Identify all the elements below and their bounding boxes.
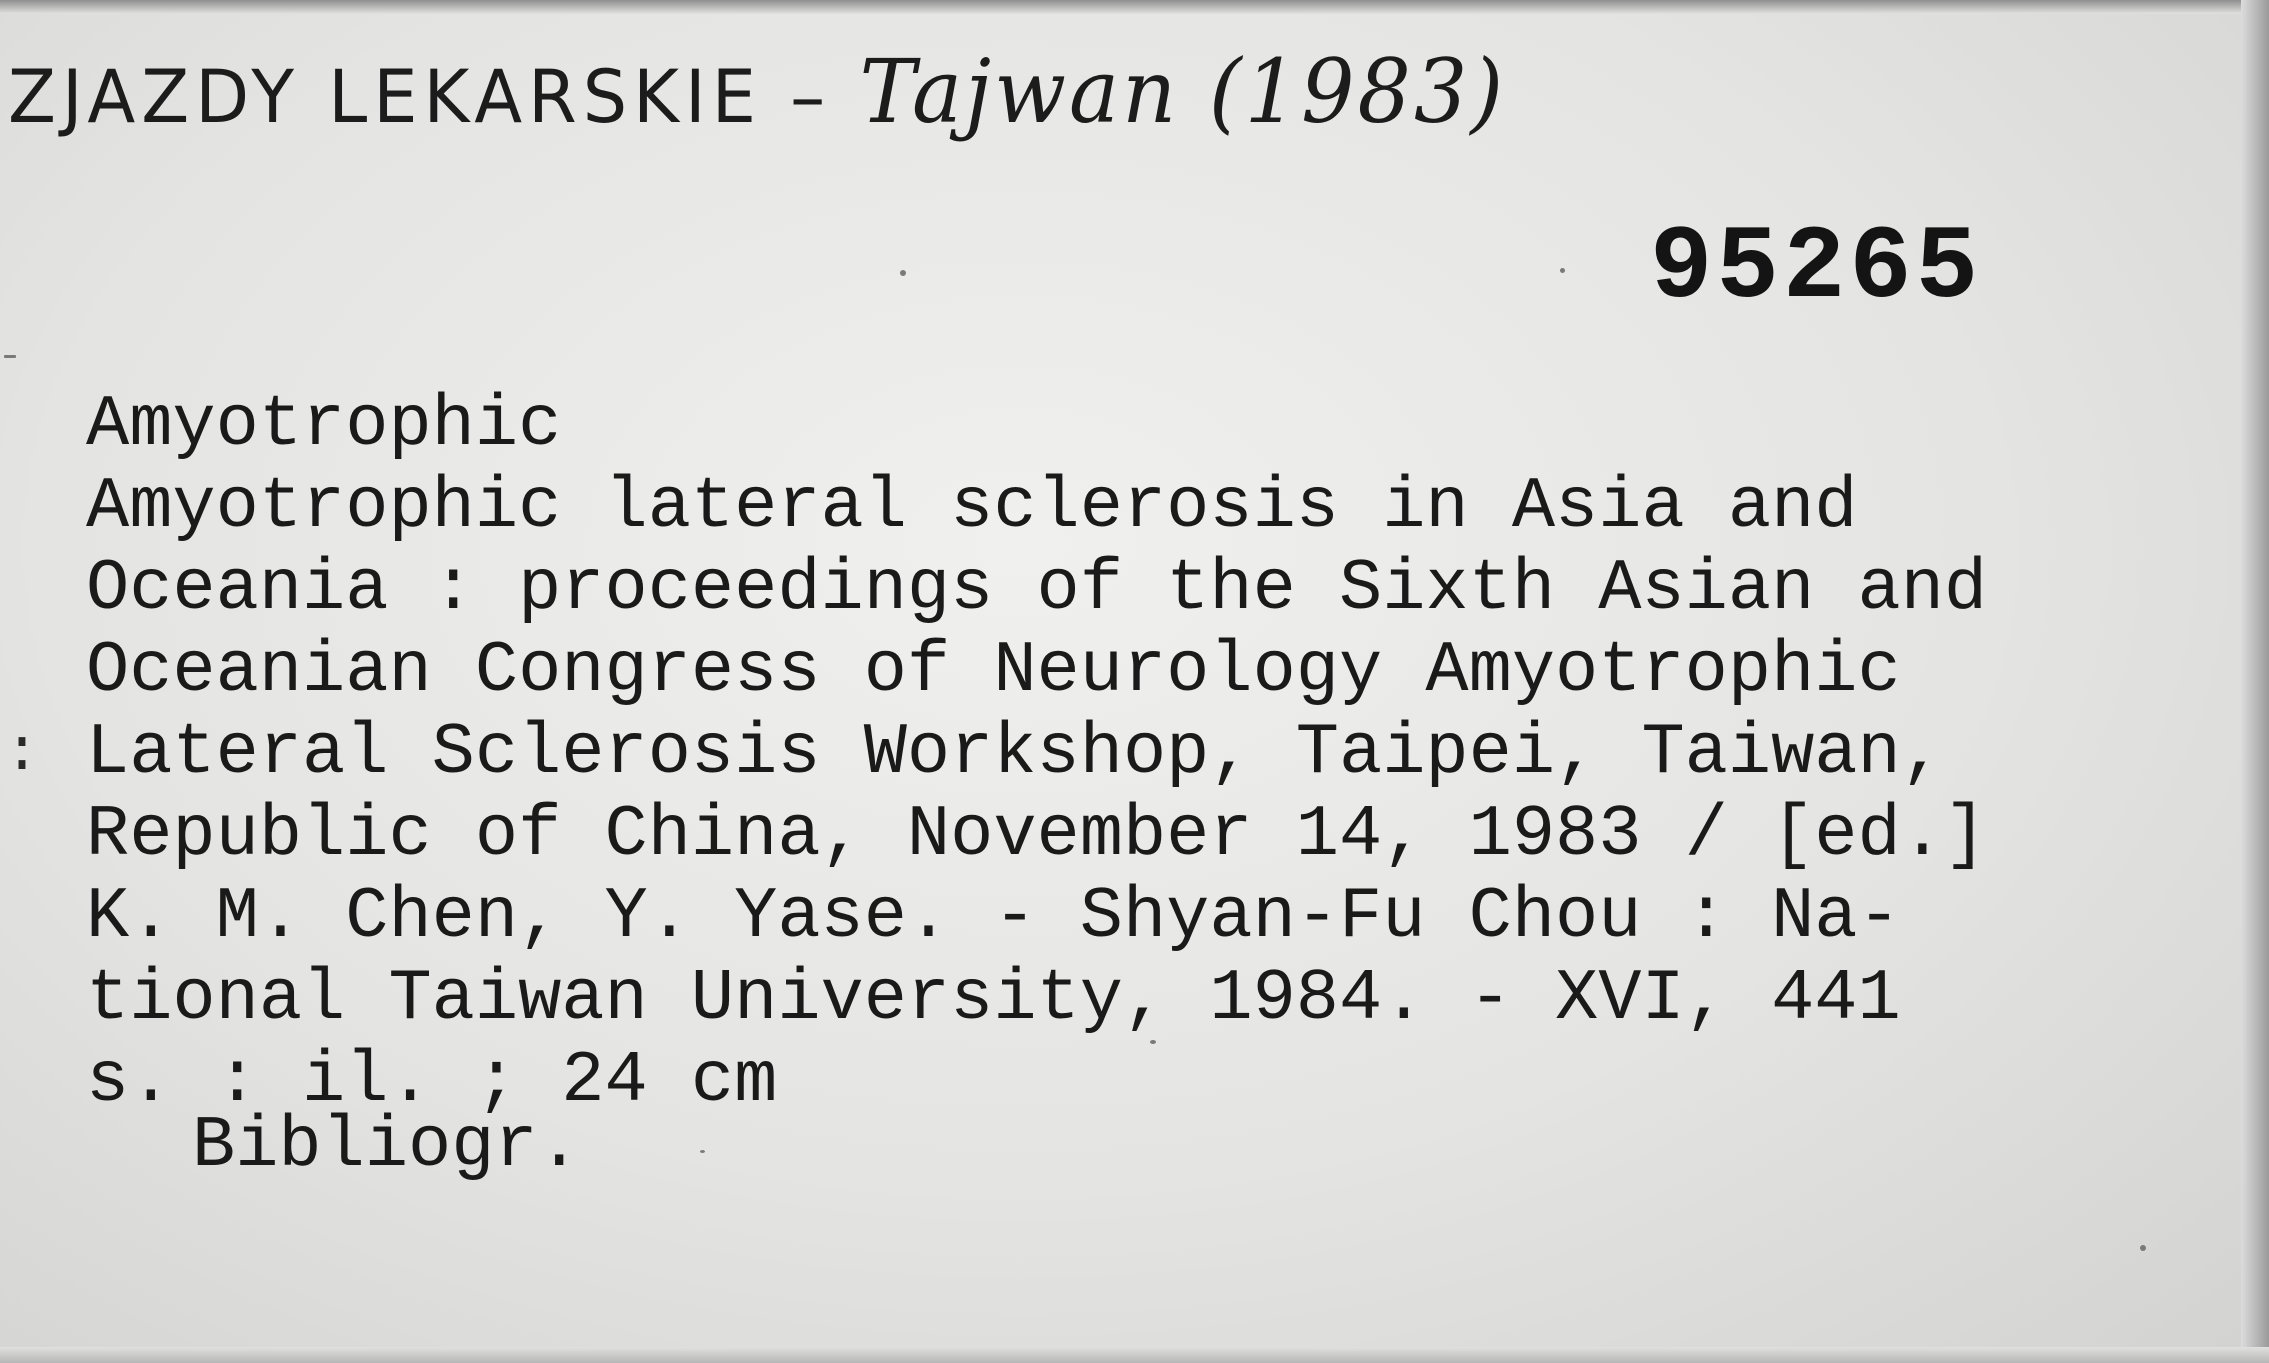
speck-mark — [700, 1150, 705, 1153]
entry-line: Lateral Sclerosis Workshop, Taipei, Taiwan, — [86, 712, 1944, 794]
card-bottom-edge — [0, 1347, 2269, 1363]
card-right-edge — [2241, 0, 2269, 1363]
subject-heading — [8, 40, 1506, 143]
bibliographic-entry — [86, 384, 1987, 1122]
call-number: 95265 — [1650, 210, 1983, 328]
entry-line: Amyotrophic lateral sclerosis in Asia and — [86, 466, 1858, 548]
card-top-edge — [0, 0, 2269, 14]
entry-line: s. : il. ; 24 cm — [86, 1040, 778, 1122]
speck-mark — [1150, 1040, 1156, 1044]
entry-line: K. M. Chen, Y. Yase. - Shyan-Fu Chou : Na- — [86, 876, 1901, 958]
margin-colon-mark: : — [4, 720, 41, 788]
entry-line: Oceanian Congress of Neurology Amyotrophic — [86, 630, 1901, 712]
entry-line: Republic of China, November 14, 1983 / [ed.] — [86, 794, 1988, 876]
speck-mark — [900, 270, 906, 276]
subject-heading-typed: ZJAZDY LEKARSKIE – — [8, 53, 832, 140]
subject-heading-handwritten: Tajwan (1983) — [859, 40, 1507, 143]
speck-mark — [2140, 1245, 2146, 1251]
speck-mark — [1560, 268, 1565, 273]
speck-mark — [4, 355, 16, 358]
entry-line: tional Taiwan University, 1984. - XVI, 441 — [86, 958, 1901, 1040]
entry-line: Oceania : proceedings of the Sixth Asian and — [86, 548, 1988, 630]
entry-line: Amyotrophic — [86, 384, 562, 466]
bibliography-note: Bibliogr. — [192, 1105, 581, 1187]
